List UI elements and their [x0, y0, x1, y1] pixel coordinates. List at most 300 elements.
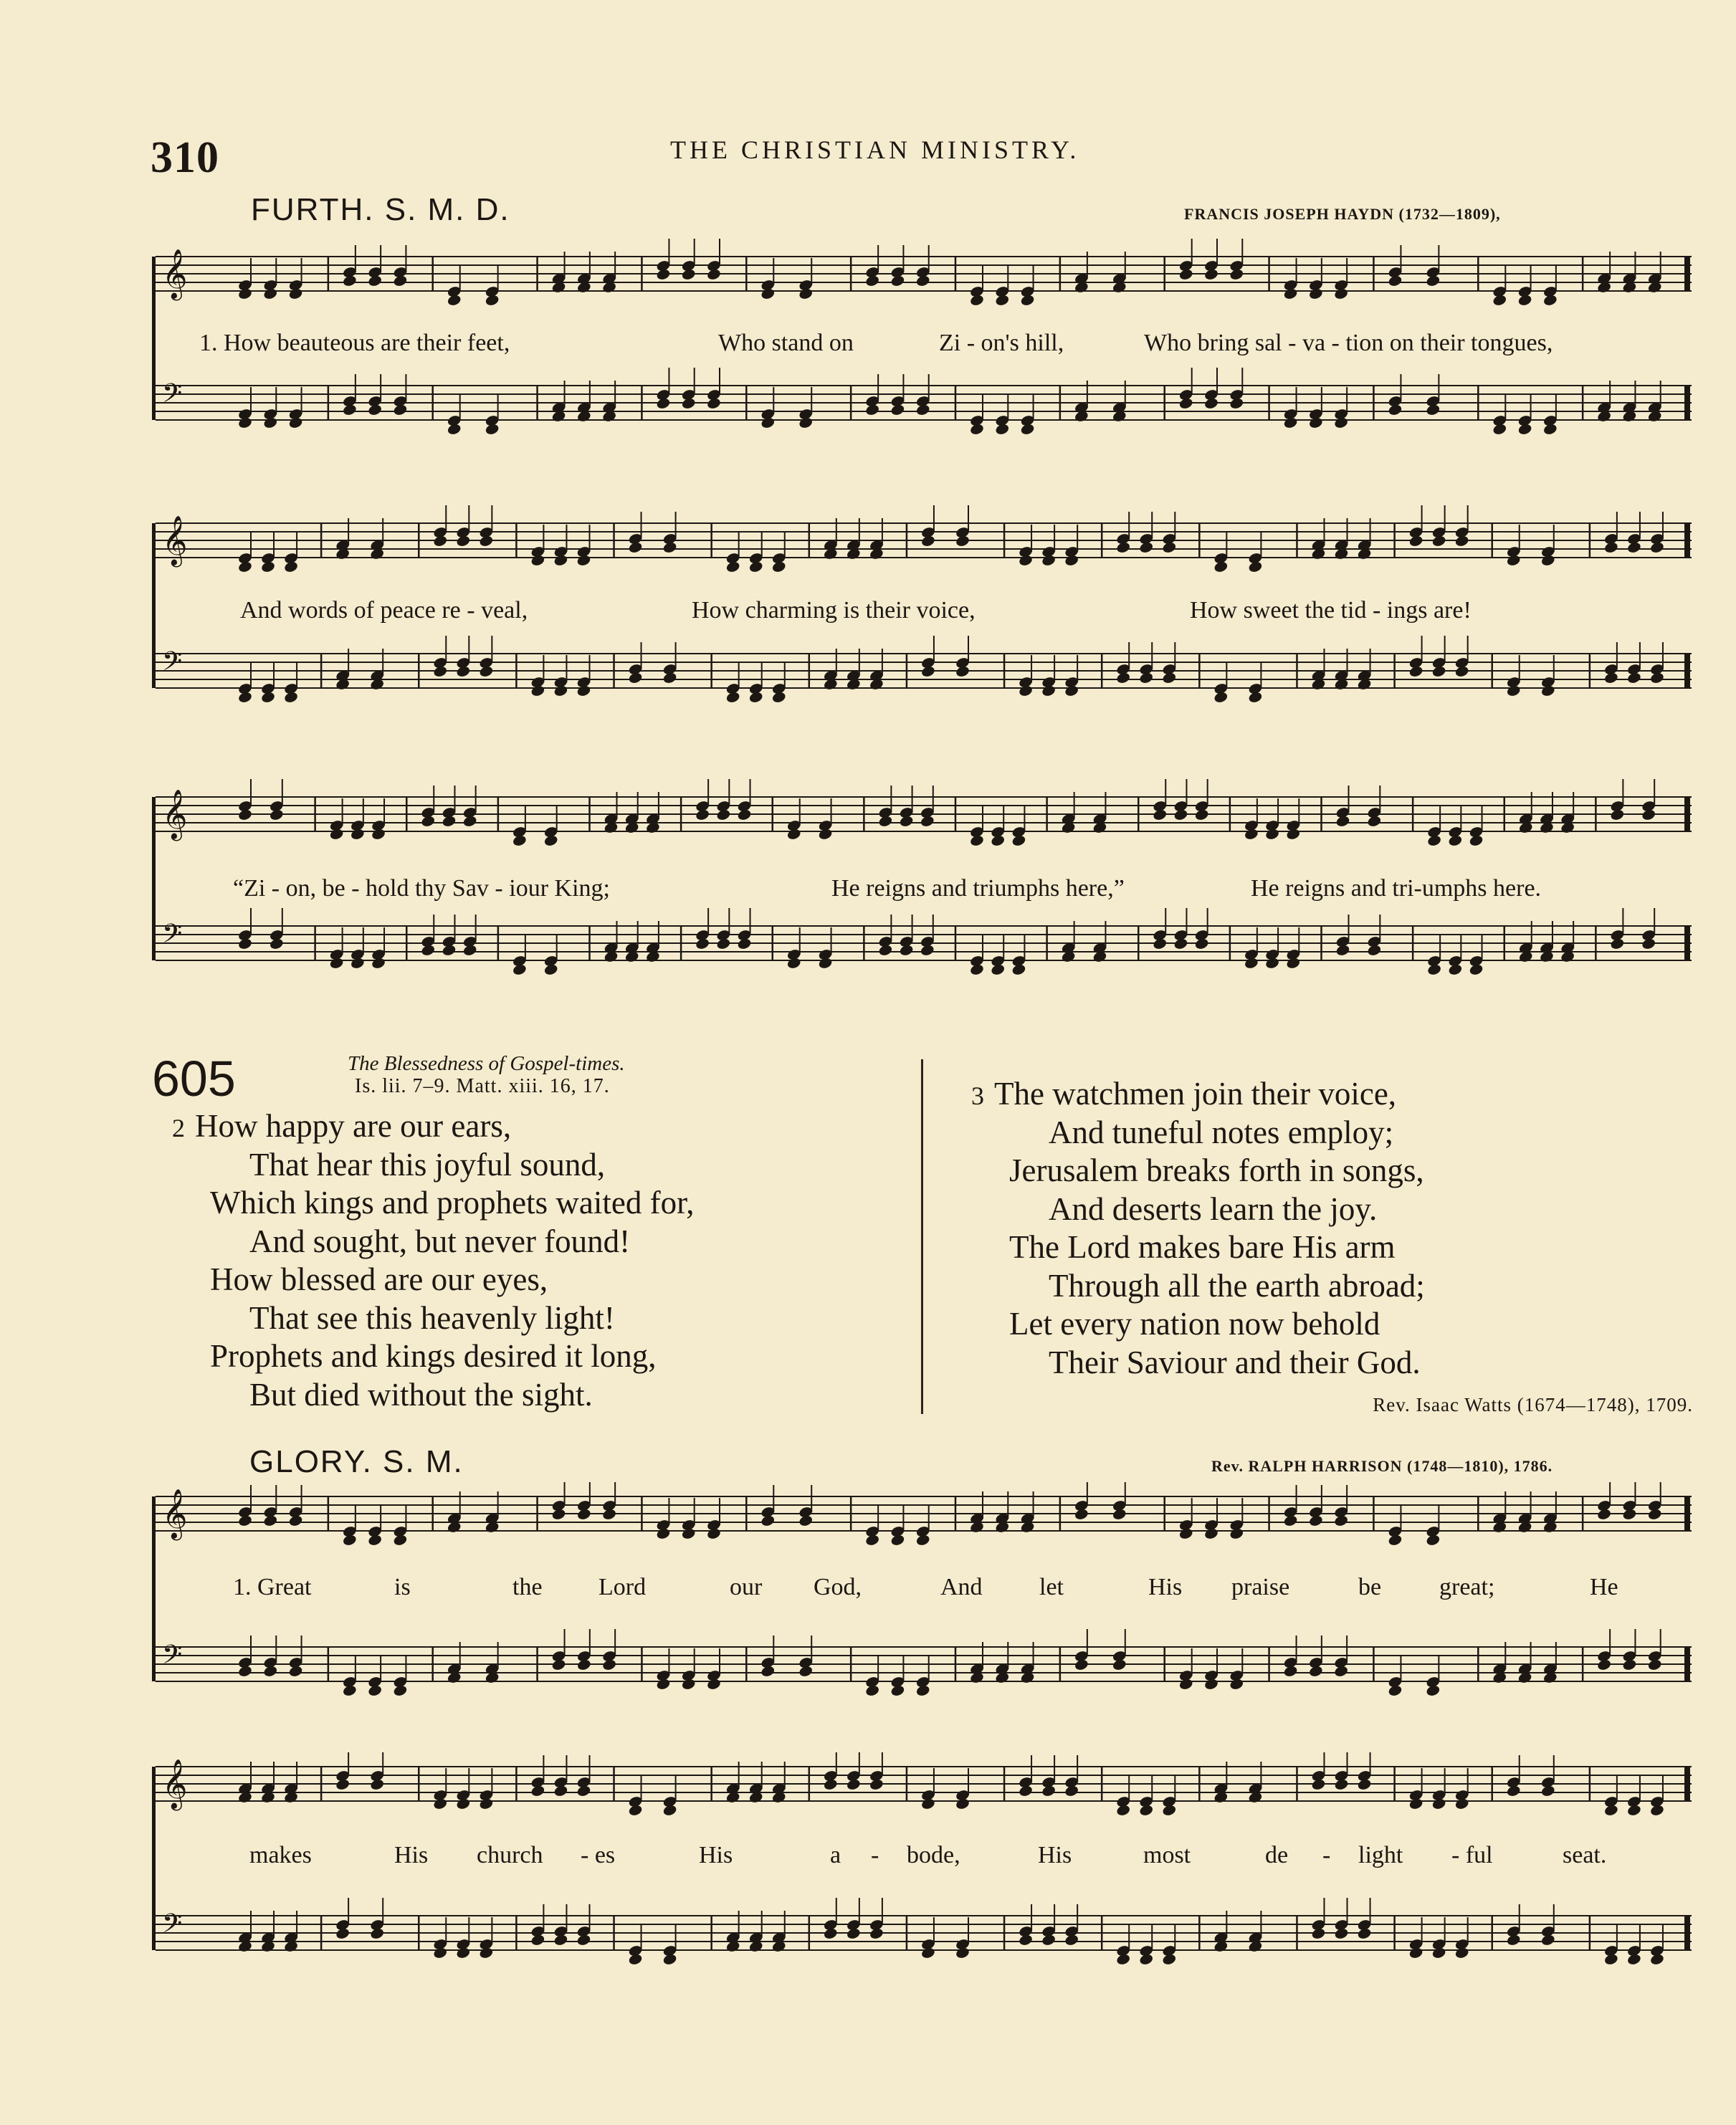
notehead	[1203, 397, 1218, 410]
notehead	[1641, 937, 1656, 950]
notehead	[553, 1934, 568, 1947]
notehead	[288, 1514, 303, 1527]
notehead	[329, 957, 344, 970]
notehead	[706, 268, 721, 281]
notehead	[1408, 1797, 1423, 1810]
notehead	[1112, 1508, 1127, 1521]
notehead	[656, 397, 671, 410]
stanza-2	[172, 1107, 695, 1414]
notehead	[1506, 684, 1521, 697]
notehead	[1229, 1527, 1244, 1540]
lyric-segment: “Zi - on, be - hold thy Sav - iour King;	[233, 875, 610, 902]
notehead	[1286, 957, 1301, 970]
notehead	[798, 416, 814, 429]
notehead	[433, 665, 448, 678]
lyric-word: 1. Great	[233, 1574, 312, 1600]
notehead	[706, 1527, 721, 1540]
notehead	[1622, 1658, 1637, 1671]
notehead	[920, 815, 935, 828]
notehead	[760, 1665, 776, 1678]
notehead	[1388, 274, 1403, 287]
notehead	[1283, 287, 1298, 300]
notehead	[1018, 684, 1033, 697]
notehead	[706, 1678, 721, 1691]
notehead	[1603, 1804, 1618, 1817]
notehead	[1162, 541, 1177, 554]
composer-haydn: FRANCIS JOSEPH HAYDN (1732—1809),	[1184, 205, 1501, 223]
lyric-word: de	[1265, 1842, 1289, 1868]
lyric-word: -	[1322, 1842, 1331, 1868]
notehead	[915, 274, 930, 287]
stanza-line: That see this heavenly light!	[249, 1299, 615, 1336]
lyric-word: His	[1148, 1574, 1183, 1600]
notehead	[1011, 834, 1026, 847]
notehead	[553, 684, 568, 697]
notehead	[1357, 1778, 1372, 1791]
notehead	[656, 1527, 671, 1540]
notehead	[1139, 1953, 1154, 1966]
notehead	[1649, 541, 1664, 554]
notehead	[1408, 1947, 1423, 1959]
notehead	[1153, 808, 1168, 821]
notehead	[370, 1927, 385, 1940]
notehead	[1540, 684, 1555, 697]
notehead	[662, 1804, 677, 1817]
notehead	[237, 416, 252, 429]
notehead	[1064, 684, 1079, 697]
notehead	[1018, 554, 1033, 567]
notehead	[1041, 1934, 1056, 1947]
notehead	[869, 1927, 884, 1940]
notehead	[1596, 1658, 1611, 1671]
notehead	[920, 944, 935, 957]
notehead	[447, 423, 462, 436]
tune-name-furth: FURTH. S. M. D.	[251, 192, 510, 227]
notehead	[1116, 672, 1131, 684]
system-bracket	[152, 1496, 156, 1681]
notehead	[335, 1778, 350, 1791]
notehead	[628, 1804, 643, 1817]
stanza-line: And deserts learn the joy.	[1049, 1190, 1378, 1227]
notehead	[1041, 554, 1056, 567]
lyric-word: the	[512, 1574, 543, 1600]
notehead	[342, 403, 357, 416]
notehead	[1492, 423, 1507, 436]
notehead	[890, 274, 905, 287]
notehead	[955, 1797, 970, 1810]
notehead	[551, 1658, 566, 1671]
notehead	[1178, 268, 1193, 281]
final-barline	[1684, 654, 1690, 688]
notehead	[823, 1778, 838, 1791]
notehead	[393, 1684, 408, 1697]
notehead	[991, 834, 1006, 847]
notehead	[662, 541, 677, 554]
notehead	[1649, 1804, 1664, 1817]
notehead	[681, 1678, 696, 1691]
notehead	[1139, 672, 1154, 684]
lyric-word: is	[394, 1574, 411, 1600]
notehead	[1041, 684, 1056, 697]
notehead	[530, 554, 545, 567]
notehead	[1408, 665, 1423, 678]
notehead	[1603, 541, 1618, 554]
page-number: 310	[151, 133, 219, 182]
notehead	[798, 1514, 814, 1527]
notehead	[1283, 1514, 1298, 1527]
notehead	[818, 957, 833, 970]
notehead	[1431, 1947, 1446, 1959]
treble-clef-icon: 𝄞	[162, 515, 188, 565]
stanza-line: How happy are our ears,	[195, 1108, 512, 1144]
notehead	[681, 397, 696, 410]
bass-clef-icon: 𝄢	[162, 1640, 183, 1676]
notehead	[283, 691, 298, 704]
notehead	[706, 397, 721, 410]
column-divider	[921, 1059, 923, 1414]
lyric-word: great;	[1439, 1574, 1495, 1600]
notehead	[1469, 963, 1484, 976]
notehead	[1041, 1785, 1056, 1797]
notehead	[1426, 1684, 1441, 1697]
notehead	[342, 1684, 357, 1697]
lyric-word: let	[1039, 1574, 1064, 1600]
lyric-word: church	[477, 1842, 543, 1868]
notehead	[1308, 1514, 1323, 1527]
notehead	[846, 1927, 861, 1940]
final-barline	[1684, 386, 1690, 420]
notehead	[1542, 423, 1558, 436]
notehead	[1229, 397, 1244, 410]
lyric-segment: He reigns and tri-umphs here.	[1251, 875, 1542, 902]
notehead	[1162, 1804, 1177, 1817]
notehead	[725, 560, 740, 573]
notehead	[1610, 937, 1625, 950]
notehead	[628, 1953, 643, 1966]
notehead	[1308, 416, 1323, 429]
notehead	[1074, 1508, 1089, 1521]
notehead	[786, 957, 801, 970]
notehead	[263, 1665, 278, 1678]
notehead	[1647, 1658, 1662, 1671]
notehead	[512, 963, 527, 976]
notehead	[393, 403, 408, 416]
notehead	[969, 963, 984, 976]
notehead	[237, 937, 252, 950]
hymn-title: The Blessedness of Gospel-times.	[348, 1052, 625, 1075]
notehead	[1603, 1953, 1618, 1966]
notehead	[479, 1797, 494, 1810]
notehead	[864, 403, 879, 416]
notehead	[367, 403, 382, 416]
notehead	[920, 1797, 935, 1810]
notehead	[1308, 1665, 1323, 1678]
notehead	[237, 560, 252, 573]
notehead	[846, 1778, 861, 1791]
notehead	[1426, 403, 1441, 416]
final-barline	[1684, 523, 1690, 558]
lyric-word: And	[940, 1574, 983, 1600]
notehead	[1626, 1953, 1641, 1966]
notehead	[737, 937, 752, 950]
notehead	[1264, 957, 1279, 970]
notehead	[269, 937, 284, 950]
notehead	[456, 535, 471, 548]
lyric-segment: How charming is their voice,	[692, 597, 976, 624]
notehead	[576, 1934, 591, 1947]
author-attribution: Rev. Isaac Watts (1674—1748), 1709.	[1373, 1394, 1693, 1415]
notehead	[421, 815, 436, 828]
notehead	[1626, 672, 1641, 684]
final-barline	[1684, 1767, 1690, 1801]
notehead	[576, 554, 591, 567]
notehead	[479, 1947, 494, 1959]
notehead	[760, 287, 776, 300]
notehead	[1248, 691, 1263, 704]
bass-clef-icon: 𝄢	[162, 919, 183, 955]
notehead	[1064, 1785, 1079, 1797]
notehead	[1074, 1658, 1089, 1671]
lyric-word: His	[699, 1842, 733, 1868]
stanza-line: Let every nation now behold	[1009, 1306, 1380, 1342]
notehead	[1334, 1927, 1349, 1940]
lyric-word: - es	[581, 1842, 616, 1868]
notehead	[695, 808, 710, 821]
notehead	[576, 1658, 591, 1671]
notehead	[1367, 815, 1382, 828]
notehead	[1542, 294, 1558, 307]
notehead	[1408, 535, 1423, 548]
lyric-word: Lord	[598, 1574, 647, 1600]
notehead	[823, 1927, 838, 1940]
lyric-word: He	[1590, 1574, 1618, 1600]
notehead	[771, 560, 786, 573]
treble-clef-icon: 𝄞	[162, 1489, 188, 1539]
lyric-segment: Who stand on	[718, 330, 854, 356]
notehead	[1194, 937, 1209, 950]
notehead	[681, 1527, 696, 1540]
music-system-1	[152, 237, 1694, 480]
notehead	[1311, 1927, 1326, 1940]
notehead	[1426, 274, 1441, 287]
notehead	[760, 416, 776, 429]
notehead	[798, 287, 814, 300]
notehead	[1203, 268, 1218, 281]
notehead	[263, 1514, 278, 1527]
notehead	[350, 828, 365, 841]
notehead	[969, 834, 984, 847]
stanza-number: 2	[172, 1114, 185, 1142]
notehead	[1426, 834, 1441, 847]
notehead	[955, 1947, 970, 1959]
notehead	[1388, 1684, 1403, 1697]
notehead	[237, 1665, 252, 1678]
tune-name-glory: GLORY. S. M.	[249, 1444, 464, 1479]
notehead	[1506, 554, 1521, 567]
notehead	[1178, 1527, 1193, 1540]
lyric-word: light	[1358, 1842, 1403, 1868]
notehead	[1283, 416, 1298, 429]
notehead	[288, 416, 303, 429]
notehead	[1333, 1665, 1348, 1678]
final-barline	[1684, 257, 1690, 291]
notehead	[915, 1684, 930, 1697]
notehead	[1112, 1658, 1127, 1671]
notehead	[342, 1534, 357, 1547]
notehead	[695, 937, 710, 950]
notehead	[899, 815, 914, 828]
notehead	[442, 815, 457, 828]
notehead	[433, 1947, 448, 1959]
notehead	[1367, 944, 1382, 957]
notehead	[433, 535, 448, 548]
notehead	[748, 691, 763, 704]
notehead	[1626, 1804, 1641, 1817]
notehead	[878, 815, 893, 828]
treble-clef-icon: 𝄞	[162, 249, 188, 299]
final-barline	[1684, 926, 1690, 960]
notehead	[1431, 665, 1446, 678]
notehead	[1139, 541, 1154, 554]
scripture-reference: Is. lii. 7–9. Matt. xiii. 16, 17.	[355, 1075, 610, 1097]
grand-staff-2	[152, 503, 1694, 747]
notehead	[288, 287, 303, 300]
notehead	[1244, 828, 1259, 841]
notehead	[1064, 1934, 1079, 1947]
notehead	[662, 672, 677, 684]
notehead	[1308, 287, 1323, 300]
stanza-line: Prophets and kings desired it long,	[210, 1338, 657, 1374]
notehead	[1333, 416, 1348, 429]
stanza-line: That hear this joyful sound,	[249, 1146, 606, 1183]
notehead	[442, 944, 457, 957]
notehead	[1020, 423, 1035, 436]
running-head: THE CHRISTIAN MINISTRY.	[670, 135, 1080, 164]
stanza-number: 3	[971, 1081, 984, 1110]
notehead	[1203, 1678, 1218, 1691]
notehead	[1229, 1678, 1244, 1691]
lyric-word: - ful	[1451, 1842, 1493, 1868]
lyric-word: seat.	[1563, 1842, 1607, 1868]
notehead	[447, 294, 462, 307]
notehead	[1286, 828, 1301, 841]
notehead	[1506, 1934, 1521, 1947]
stanza-line: How blessed are our eyes,	[210, 1261, 548, 1297]
lyric-word: most	[1143, 1842, 1191, 1868]
notehead	[367, 1684, 382, 1697]
stanza-line: The watchmen join their voice,	[994, 1076, 1397, 1112]
notehead	[543, 963, 558, 976]
stanza-line: The Lord makes bare His arm	[1009, 1229, 1396, 1265]
lyric-word: a	[830, 1842, 841, 1868]
notehead	[350, 957, 365, 970]
notehead	[878, 944, 893, 957]
notehead	[748, 560, 763, 573]
notehead	[798, 1665, 814, 1678]
notehead	[1454, 1797, 1469, 1810]
notehead	[1116, 1953, 1131, 1966]
notehead	[263, 287, 278, 300]
notehead	[725, 691, 740, 704]
notehead	[1264, 828, 1279, 841]
notehead	[656, 268, 671, 281]
lyric-word: His	[1038, 1842, 1072, 1868]
lyric-segment: 1. How beauteous are their feet,	[199, 330, 510, 356]
notehead	[681, 268, 696, 281]
notehead	[920, 665, 935, 678]
notehead	[342, 274, 357, 287]
notehead	[760, 1514, 776, 1527]
notehead	[1649, 672, 1664, 684]
notehead	[1139, 1804, 1154, 1817]
final-barline	[1684, 1647, 1690, 1681]
notehead	[456, 665, 471, 678]
music-system-5	[152, 1752, 1694, 1996]
notehead	[283, 560, 298, 573]
notehead	[601, 1658, 616, 1671]
notehead	[479, 665, 494, 678]
notehead	[1431, 535, 1446, 548]
notehead	[1194, 808, 1209, 821]
notehead	[553, 1785, 568, 1797]
notehead	[485, 294, 500, 307]
notehead	[864, 1684, 879, 1697]
notehead	[869, 1778, 884, 1791]
lyric-segment: Zi - on's hill,	[939, 330, 1064, 356]
notehead	[1649, 1953, 1664, 1966]
treble-clef-icon: 𝄞	[162, 789, 188, 839]
notehead	[890, 1684, 905, 1697]
lyric-word: our	[730, 1574, 763, 1600]
final-barline	[1684, 1916, 1690, 1950]
notehead	[1603, 672, 1618, 684]
notehead	[1333, 1514, 1348, 1527]
final-barline	[1684, 1496, 1690, 1531]
notehead	[260, 691, 275, 704]
notehead	[1116, 541, 1131, 554]
stanza-line: And tuneful notes employ;	[1049, 1114, 1394, 1150]
notehead	[530, 684, 545, 697]
notehead	[421, 944, 436, 957]
notehead	[576, 1785, 591, 1797]
notehead	[1018, 1785, 1033, 1797]
notehead	[543, 834, 558, 847]
notehead	[1426, 963, 1441, 976]
notehead	[1540, 1785, 1555, 1797]
notehead	[371, 957, 386, 970]
notehead	[1229, 268, 1244, 281]
notehead	[955, 665, 970, 678]
notehead	[1426, 1534, 1441, 1547]
notehead	[551, 1508, 566, 1521]
music-system-4	[152, 1482, 1694, 1726]
notehead	[1011, 963, 1026, 976]
notehead	[1244, 957, 1259, 970]
notehead	[1454, 665, 1469, 678]
lyric-word: God,	[814, 1574, 862, 1600]
notehead	[1641, 808, 1656, 821]
notehead	[1517, 423, 1532, 436]
notehead	[329, 828, 344, 841]
notehead	[890, 1534, 905, 1547]
notehead	[771, 691, 786, 704]
notehead	[263, 416, 278, 429]
notehead	[716, 808, 731, 821]
notehead	[576, 684, 591, 697]
notehead	[1178, 1678, 1193, 1691]
notehead	[716, 937, 731, 950]
notehead	[920, 535, 935, 548]
